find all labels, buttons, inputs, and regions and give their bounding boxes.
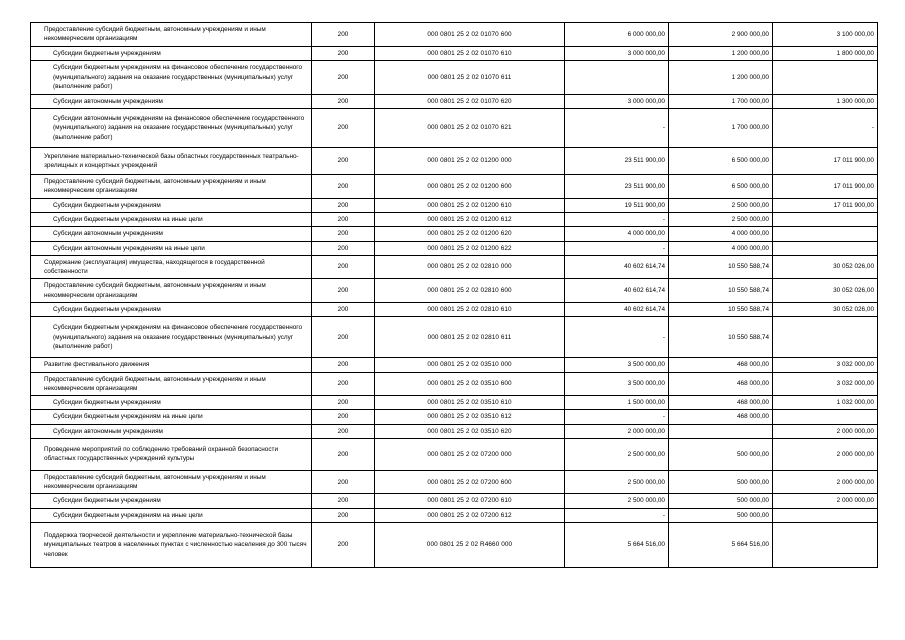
row-amount-1: 40 602 614,74 — [565, 279, 669, 303]
row-amount-2: 468 000,00 — [669, 358, 773, 372]
row-amount-2: 10 550 588,74 — [669, 279, 773, 303]
row-code: 200 — [312, 317, 375, 358]
row-amount-1: - — [565, 410, 669, 424]
row-code: 200 — [312, 198, 375, 212]
row-amount-3: 17 011 900,00 — [773, 175, 878, 199]
row-code: 200 — [312, 358, 375, 372]
table-row — [31, 94, 878, 108]
row-classification-code: 000 0801 25 2 02 01200 622 — [375, 241, 565, 255]
row-amount-1: - — [565, 212, 669, 226]
row-amount-1 — [565, 60, 669, 94]
row-classification-code: 000 0801 25 2 02 07200 000 — [375, 438, 565, 470]
row-amount-2: 468 000,00 — [669, 410, 773, 424]
row-amount-2: 500 000,00 — [669, 470, 773, 494]
row-code: 200 — [312, 523, 375, 568]
table-row — [31, 279, 878, 303]
row-name: Предоставление субсидий бюджетным, автономным учреждениям и иным некоммерческим организациям — [31, 175, 312, 199]
table-row — [31, 396, 878, 410]
row-amount-3: 17 011 900,00 — [773, 148, 878, 175]
row-name: Субсидии бюджетным учреждениям — [31, 46, 312, 60]
row-amount-1: 23 511 900,00 — [565, 148, 669, 175]
row-name: Предоставление субсидий бюджетным, автономным учреждениям и иным некоммерческим организациям — [31, 470, 312, 494]
row-name: Укрепление материально-технической базы областных государственных театрально-зрелищных и концертных учреждений — [31, 148, 312, 175]
row-name: Субсидии автономным учреждениям — [31, 227, 312, 241]
row-amount-3: 3 032 000,00 — [773, 358, 878, 372]
row-classification-code: 000 0801 25 2 02 02810 611 — [375, 317, 565, 358]
row-name: Субсидии автономным учреждениям — [31, 94, 312, 108]
row-code: 200 — [312, 410, 375, 424]
row-code: 200 — [312, 212, 375, 226]
row-code: 200 — [312, 508, 375, 522]
row-amount-2: 5 664 516,00 — [669, 523, 773, 568]
row-amount-3 — [773, 317, 878, 358]
row-amount-3: 1 800 000,00 — [773, 46, 878, 60]
row-name: Субсидии бюджетным учреждениям на иные цели — [31, 410, 312, 424]
row-amount-2: 1 700 000,00 — [669, 109, 773, 148]
table-row — [31, 46, 878, 60]
row-name: Субсидии бюджетным учреждениям на финансовое обеспечение государственного (муниципального) задания на оказание государственных (муниципальных) услуг (выполнение работ) — [31, 317, 312, 358]
row-amount-1: 3 000 000,00 — [565, 94, 669, 108]
row-amount-1: 2 000 000,00 — [565, 424, 669, 438]
row-code: 200 — [312, 109, 375, 148]
table-row — [31, 494, 878, 508]
row-code: 200 — [312, 279, 375, 303]
row-name: Субсидии автономным учреждениям на иные цели — [31, 241, 312, 255]
row-name: Содержание (эксплуатация) имущества, находящегося в государственной собственности — [31, 255, 312, 279]
row-amount-1: 3 000 000,00 — [565, 46, 669, 60]
row-classification-code: 000 0801 25 2 02 03510 000 — [375, 358, 565, 372]
row-name: Проведение мероприятий по соблюдению требований охранной безопасности областных государственных учреждений культуры — [31, 438, 312, 470]
row-amount-2: 1 700 000,00 — [669, 94, 773, 108]
row-classification-code: 000 0801 25 2 02 02810 000 — [375, 255, 565, 279]
table-row — [31, 372, 878, 396]
row-classification-code: 000 0801 25 2 02 03510 600 — [375, 372, 565, 396]
row-amount-3: 3 100 000,00 — [773, 23, 878, 47]
row-classification-code: 000 0801 25 2 02 07200 612 — [375, 508, 565, 522]
row-amount-3 — [773, 523, 878, 568]
row-code: 200 — [312, 255, 375, 279]
row-code: 200 — [312, 302, 375, 316]
row-amount-1: 40 602 614,74 — [565, 255, 669, 279]
row-amount-2: 10 550 588,74 — [669, 255, 773, 279]
table-row — [31, 424, 878, 438]
row-code: 200 — [312, 494, 375, 508]
row-name: Субсидии бюджетным учреждениям на финансовое обеспечение государственного (муниципального) задания на оказание государственных (муниципальных) услуг (выполнение работ) — [31, 60, 312, 94]
table-row — [31, 212, 878, 226]
row-amount-3 — [773, 508, 878, 522]
row-code: 200 — [312, 227, 375, 241]
row-amount-1: 2 500 000,00 — [565, 494, 669, 508]
row-classification-code: 000 0801 25 2 02 02810 600 — [375, 279, 565, 303]
row-classification-code: 000 0801 25 2 02 01070 621 — [375, 109, 565, 148]
row-amount-3: 1 300 000,00 — [773, 94, 878, 108]
row-amount-2: 500 000,00 — [669, 508, 773, 522]
row-amount-3: 30 052 026,00 — [773, 279, 878, 303]
row-classification-code: 000 0801 25 2 02 03510 612 — [375, 410, 565, 424]
row-classification-code: 000 0801 25 2 02 01070 620 — [375, 94, 565, 108]
row-name: Предоставление субсидий бюджетным, автономным учреждениям и иным некоммерческим организациям — [31, 372, 312, 396]
row-amount-3: 30 052 026,00 — [773, 255, 878, 279]
row-amount-1: 40 602 614,74 — [565, 302, 669, 316]
row-amount-2: 2 500 000,00 — [669, 198, 773, 212]
row-amount-1: 5 664 516,00 — [565, 523, 669, 568]
row-code: 200 — [312, 424, 375, 438]
row-name: Развитие фестивального движения — [31, 358, 312, 372]
row-code: 200 — [312, 60, 375, 94]
row-name: Субсидии бюджетным учреждениям — [31, 494, 312, 508]
row-amount-2: 4 000 000,00 — [669, 241, 773, 255]
row-amount-2: 10 550 588,74 — [669, 302, 773, 316]
table-row — [31, 227, 878, 241]
row-classification-code: 000 0801 25 2 02 R4660 000 — [375, 523, 565, 568]
row-classification-code: 000 0801 25 2 02 02810 610 — [375, 302, 565, 316]
budget-table-body — [31, 23, 878, 568]
row-amount-3: 30 052 026,00 — [773, 302, 878, 316]
row-code: 200 — [312, 148, 375, 175]
table-row — [31, 470, 878, 494]
row-amount-3 — [773, 60, 878, 94]
row-amount-1: - — [565, 317, 669, 358]
row-amount-3: 1 032 000,00 — [773, 396, 878, 410]
table-row — [31, 410, 878, 424]
table-row — [31, 302, 878, 316]
row-classification-code: 000 0801 25 2 02 01200 000 — [375, 148, 565, 175]
row-amount-3: 17 011 900,00 — [773, 198, 878, 212]
row-code: 200 — [312, 175, 375, 199]
row-classification-code: 000 0801 25 2 02 01070 611 — [375, 60, 565, 94]
table-row — [31, 358, 878, 372]
row-amount-2: 4 000 000,00 — [669, 227, 773, 241]
row-classification-code: 000 0801 25 2 02 01070 600 — [375, 23, 565, 47]
row-amount-1: 6 000 000,00 — [565, 23, 669, 47]
table-row — [31, 198, 878, 212]
row-name: Субсидии автономным учреждениям — [31, 424, 312, 438]
row-name: Субсидии бюджетным учреждениям на иные цели — [31, 508, 312, 522]
row-amount-3: 2 000 000,00 — [773, 438, 878, 470]
row-amount-1: - — [565, 241, 669, 255]
row-amount-3 — [773, 241, 878, 255]
row-name: Поддержка творческой деятельности и укрепление материально-технической базы муниципальных театров в населенных пунктах с численностью населения до 300 тысяч человек — [31, 523, 312, 568]
row-classification-code: 000 0801 25 2 02 07200 600 — [375, 470, 565, 494]
row-amount-2: 468 000,00 — [669, 372, 773, 396]
row-name: Субсидии бюджетным учреждениям на иные цели — [31, 212, 312, 226]
table-row — [31, 175, 878, 199]
table-row — [31, 148, 878, 175]
row-amount-3 — [773, 212, 878, 226]
row-amount-1: 3 500 000,00 — [565, 358, 669, 372]
row-name: Субсидии бюджетным учреждениям — [31, 396, 312, 410]
row-amount-3: 3 032 000,00 — [773, 372, 878, 396]
row-amount-2: 1 200 000,00 — [669, 60, 773, 94]
row-amount-3: 2 000 000,00 — [773, 470, 878, 494]
row-amount-2: 2 900 000,00 — [669, 23, 773, 47]
row-code: 200 — [312, 46, 375, 60]
table-row — [31, 109, 878, 148]
row-classification-code: 000 0801 25 2 02 01070 610 — [375, 46, 565, 60]
row-amount-2: 1 200 000,00 — [669, 46, 773, 60]
row-amount-1: 3 500 000,00 — [565, 372, 669, 396]
row-amount-2: 2 500 000,00 — [669, 212, 773, 226]
row-amount-1: 2 500 000,00 — [565, 470, 669, 494]
row-code: 200 — [312, 470, 375, 494]
row-amount-2: 500 000,00 — [669, 438, 773, 470]
row-amount-1: - — [565, 508, 669, 522]
row-name: Предоставление субсидий бюджетным, автономным учреждениям и иным некоммерческим организациям — [31, 279, 312, 303]
row-amount-3: 2 000 000,00 — [773, 424, 878, 438]
row-amount-2: 6 500 000,00 — [669, 148, 773, 175]
row-code: 200 — [312, 438, 375, 470]
row-code: 200 — [312, 94, 375, 108]
row-amount-1: 23 511 900,00 — [565, 175, 669, 199]
table-row — [31, 317, 878, 358]
row-name: Субсидии автономным учреждениям на финансовое обеспечение государственного (муниципального) задания на оказание государственных (муниципальных) услуг (выполнение работ) — [31, 109, 312, 148]
row-amount-3 — [773, 227, 878, 241]
table-row — [31, 60, 878, 94]
row-code: 200 — [312, 372, 375, 396]
row-amount-2: 6 500 000,00 — [669, 175, 773, 199]
table-row — [31, 438, 878, 470]
row-amount-2: 468 000,00 — [669, 396, 773, 410]
row-name: Субсидии бюджетным учреждениям — [31, 302, 312, 316]
row-classification-code: 000 0801 25 2 02 03510 610 — [375, 396, 565, 410]
row-amount-1: 1 500 000,00 — [565, 396, 669, 410]
row-code: 200 — [312, 23, 375, 47]
row-classification-code: 000 0801 25 2 02 01200 600 — [375, 175, 565, 199]
row-amount-3: 2 000 000,00 — [773, 494, 878, 508]
row-amount-1: 19 511 900,00 — [565, 198, 669, 212]
row-classification-code: 000 0801 25 2 02 01200 610 — [375, 198, 565, 212]
budget-table — [30, 22, 878, 568]
row-classification-code: 000 0801 25 2 02 07200 610 — [375, 494, 565, 508]
row-classification-code: 000 0801 25 2 02 01200 612 — [375, 212, 565, 226]
row-amount-1: - — [565, 109, 669, 148]
table-row — [31, 241, 878, 255]
row-amount-1: 2 500 000,00 — [565, 438, 669, 470]
row-classification-code: 000 0801 25 2 02 01200 620 — [375, 227, 565, 241]
row-code: 200 — [312, 396, 375, 410]
row-amount-3 — [773, 410, 878, 424]
table-row — [31, 23, 878, 47]
row-name: Предоставление субсидий бюджетным, автономным учреждениям и иным некоммерческим организациям — [31, 23, 312, 47]
row-amount-3: - — [773, 109, 878, 148]
table-row — [31, 523, 878, 568]
row-classification-code: 000 0801 25 2 02 03510 620 — [375, 424, 565, 438]
table-row — [31, 508, 878, 522]
row-amount-2 — [669, 424, 773, 438]
row-amount-2: 10 550 588,74 — [669, 317, 773, 358]
row-name: Субсидии бюджетным учреждениям — [31, 198, 312, 212]
row-amount-2: 500 000,00 — [669, 494, 773, 508]
row-code: 200 — [312, 241, 375, 255]
row-amount-1: 4 000 000,00 — [565, 227, 669, 241]
table-row — [31, 255, 878, 279]
